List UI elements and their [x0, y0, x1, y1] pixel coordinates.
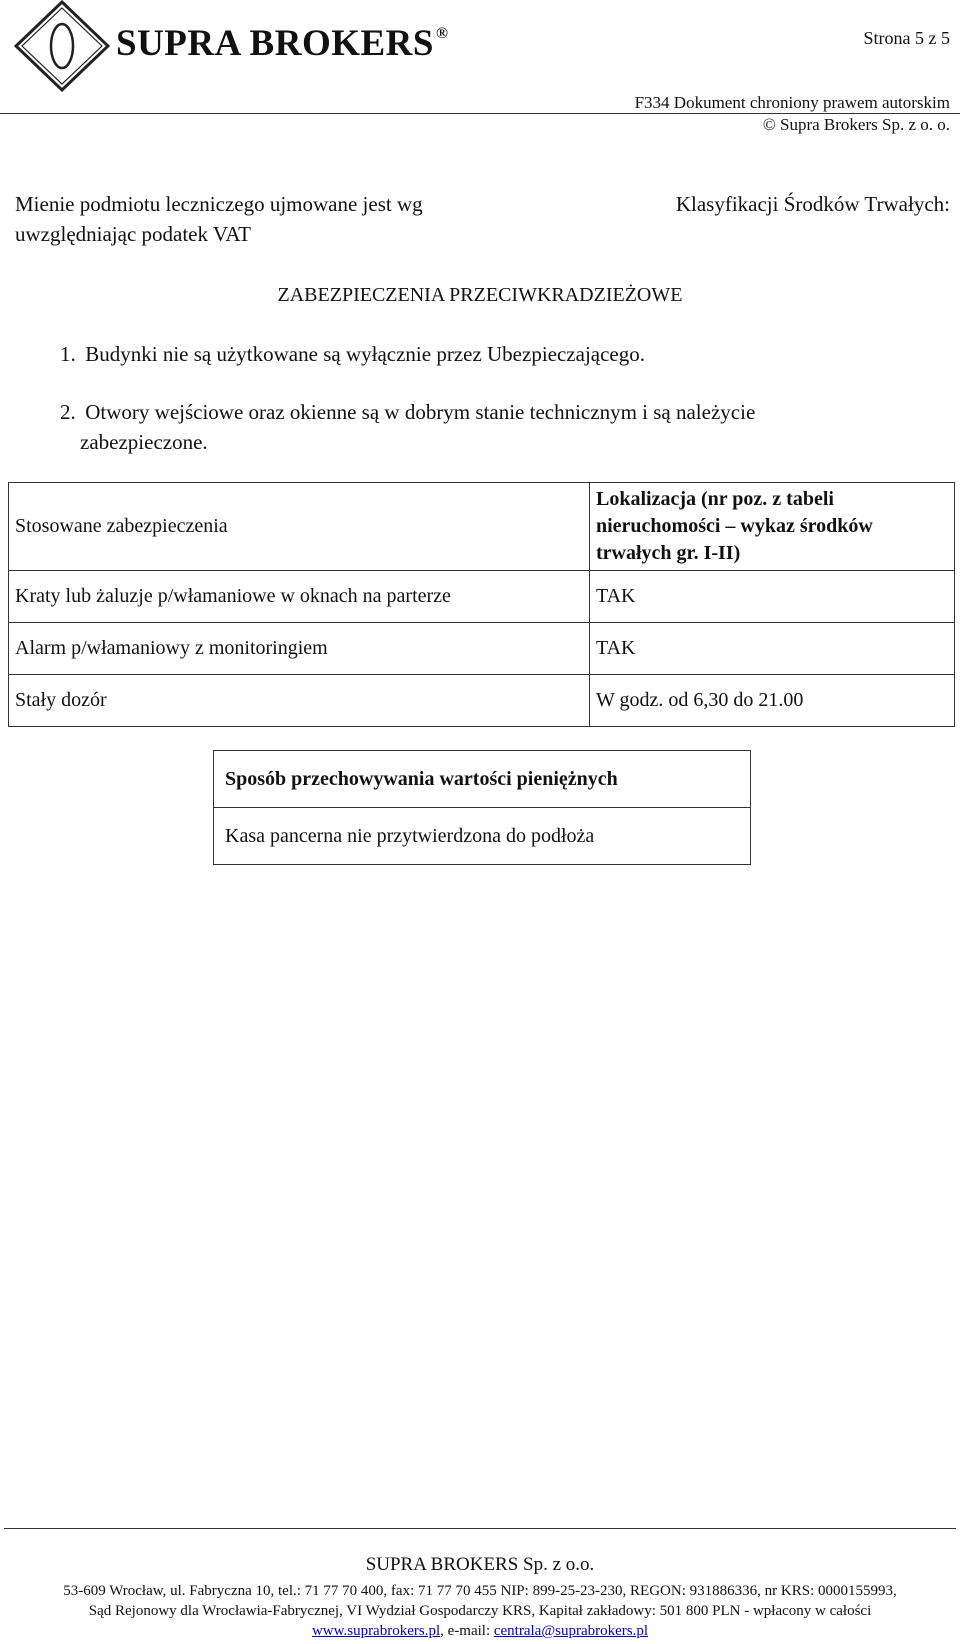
doc-note-line1: F334 Dokument chroniony prawem autorskim	[634, 93, 950, 112]
column-header-location: Lokalizacja (nr poz. z tabeli nieruchomości – wykaz środków trwałych gr. I-II)	[590, 483, 955, 571]
column-header-measures: Stosowane zabezpieczenia	[9, 483, 590, 571]
document-copyright-note	[635, 92, 950, 136]
intro-text-right: Klasyfikacji Środków Trwałych:	[675, 192, 950, 216]
value-cell: W godz. od 6,30 do 21.00	[590, 675, 955, 727]
header-divider	[0, 113, 960, 114]
table-row	[9, 623, 955, 675]
email-link[interactable]: centrala@suprabrokers.pl	[493, 1623, 649, 1639]
measure-cell: Alarm p/włamaniowy z monitoringiem	[9, 623, 590, 675]
email-label: , e-mail:	[440, 1623, 494, 1639]
intro-text-left: Mienie podmiotu leczniczego ujmowane jest wg	[15, 192, 423, 216]
registered-mark: ®	[435, 24, 449, 42]
cash-storage-value: Kasa pancerna nie przytwierdzona do podłoża	[225, 824, 595, 847]
table-row	[9, 571, 955, 623]
cash-storage-title: Sposób przechowywania wartości pieniężnych	[214, 751, 750, 808]
brand-name: SUPRA BROKERS ®	[116, 23, 449, 64]
measure-cell: Kraty lub żaluzje p/włamaniowe w oknach na parterze	[9, 571, 590, 623]
list-item: 2. Otwory wejściowe oraz okienne są w dobrym stanie technicznym i są należycie	[60, 400, 756, 424]
footer-contact	[0, 1623, 960, 1640]
cash-storage-box	[213, 750, 751, 865]
footer-company: SUPRA BROKERS Sp. z o.o.	[365, 1554, 595, 1575]
page-indicator: Strona 5 z 5	[863, 28, 950, 48]
list-item: 1. Budynki nie są użytkowane są wyłącznie przez Ubezpieczającego.	[60, 342, 645, 366]
website-link[interactable]: www.suprabrokers.pl	[311, 1623, 441, 1639]
table-header-row	[9, 483, 955, 571]
footer-address: 53-609 Wrocław, ul. Fabryczna 10, tel.: 71 77 70 400, fax: 71 77 70 455 NIP: 899-25-23-230, REGON: 931886336, nr KRS: 0000155993,	[63, 1583, 897, 1599]
section-title: ZABEZPIECZENIA PRZECIWKRADZIEŻOWE	[277, 284, 683, 306]
value-cell: TAK	[590, 623, 955, 675]
measure-cell: Stały dozór	[9, 675, 590, 727]
footer-registry: Sąd Rejonowy dla Wrocławia-Fabrycznej, VI Wydział Gospodarczy KRS, Kapitał zakładowy: 501 800 PLN - wpłacony w całości	[88, 1603, 872, 1619]
intro-text-line2: uwzględniając podatek VAT	[15, 222, 251, 246]
doc-note-line2: © Supra Brokers Sp. z o. o.	[762, 115, 950, 134]
security-measures-table	[8, 482, 955, 727]
value-cell: TAK	[590, 571, 955, 623]
footer-divider	[4, 1528, 956, 1529]
company-logo	[14, 0, 110, 92]
list-item-continuation: zabezpieczone.	[80, 430, 208, 454]
table-row	[9, 675, 955, 727]
